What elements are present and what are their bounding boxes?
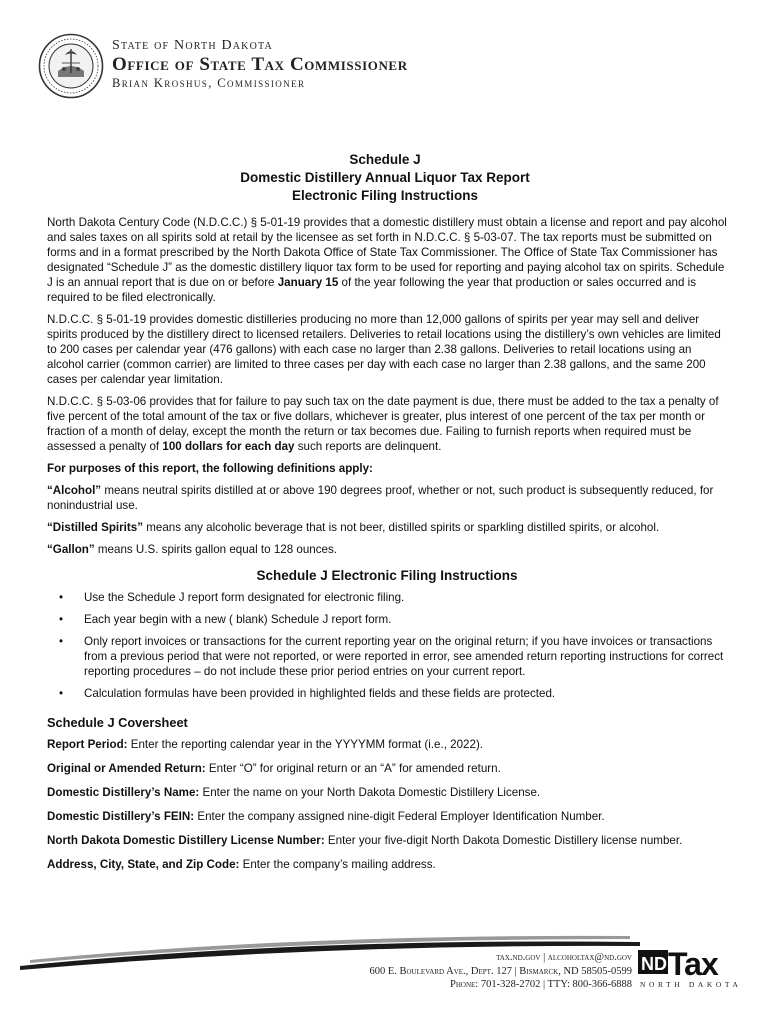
- paragraph-statute: North Dakota Century Code (N.D.C.C.) § 5-01-19 provides that a domestic distillery must obtain a license and report and pay alcohol and sales taxes on all spirits sold at retail by the licensee as set forth in N.D.C.C. § 5-03-07. The tax reports must be submitted on forms and in a format prescribed by the North Dakota Office of State Tax Commissioner. The Office of State Tax Commissioner has designated “Schedule J” as the domestic distillery liquor tax form to be used for reporting and paying alcohol tax on spirits. Schedule J is an annual report that is due on or before January 15 of the year following the year that production or sales occurred and is required to be filed electronically.: [47, 216, 727, 304]
- definition-distilled-spirits: “Distilled Spirits” means any alcoholic beverage that is not beer, distilled spirits or sparkling distilled spirits, or alcohol.: [47, 521, 660, 534]
- instructions-list: [47, 590, 727, 701]
- coversheet-title: Schedule J Coversheet: [47, 715, 188, 730]
- paragraph-penalty: N.D.C.C. § 5-03-06 provides that for failure to pay such tax on the date payment is due, there must be added to the tax a penalty of five percent of the total amount of the tax or five dollars, whichever is greater, plus interest of one percent of the tax per month or fraction of a month of delay, except the month the return or tax becomes due. Failing to furnish reports when required must be assessed a penalty of 100 dollars for each day such reports are delinquent.: [47, 395, 719, 453]
- list-item: • Only report invoices or transactions for the current reporting year on the original return; if you have invoices or transactions from a previous period that were not reported, or were reported in error, see amended return reporting instructions for correct reporting procedures – do not include these prior period entries on your current report.: [59, 635, 724, 678]
- coversheet-distillery-name: Domestic Distillery’s Name: Enter the name on your North Dakota Domestic Distillery License.: [47, 786, 541, 799]
- list-item: • Calculation formulas have been provided in highlighted fields and these fields are protected.: [59, 687, 556, 700]
- document-body: [47, 215, 727, 881]
- logo-nd: ND: [641, 954, 667, 974]
- contact-address: 600 E. Boulevard Ave., Dept. 127 | Bismarck, ND 58505-0599: [369, 965, 632, 977]
- document-title: [0, 151, 770, 205]
- list-item: • Use the Schedule J report form designated for electronic filing.: [59, 591, 405, 604]
- paragraph-deliveries: N.D.C.C. § 5-01-19 provides domestic distilleries producing no more than 12,000 gallons of spirits per year may sell and deliver spirits produced by the distillery direct to licensed retailers. Deliveries to retail locations using the distillery’s own vehicles are limited to 200 cases per calendar year (476 gallons) with each case no larger than 2.38 gallons. Deliveries to retail locations using an alcohol carrier (common carrier) are limited to three cases per day with each case no larger than 2.38 gallons, and the same 200 cases per calendar year limitation.: [47, 313, 721, 386]
- coversheet-fein: Domestic Distillery’s FEIN: Enter the company assigned nine-digit Federal Employer Identification Number.: [47, 810, 605, 823]
- coversheet-license-number: North Dakota Domestic Distillery License Number: Enter your five-digit North Dakota Domestic Distillery license number.: [47, 834, 683, 847]
- instructions-title: Schedule J Electronic Filing Instructions: [256, 568, 518, 583]
- coversheet-return-type: Original or Amended Return: Enter “O” for original return or an “A” for amended return.: [47, 762, 501, 775]
- bullet: •: [59, 613, 64, 626]
- list-item: • Each year begin with a new ( blank) Schedule J report form.: [59, 613, 392, 626]
- definition-gallon: “Gallon” means U.S. spirits gallon equal to 128 ounces.: [47, 543, 337, 556]
- bullet: •: [59, 635, 64, 648]
- title-line-2: Domestic Distillery Annual Liquor Tax Report: [240, 170, 530, 185]
- state-seal-icon: [38, 33, 104, 99]
- nd-tax-logo: [638, 944, 742, 990]
- due-date: January 15: [277, 276, 339, 289]
- state-name: State of North Dakota: [112, 38, 273, 53]
- title-line-1: Schedule J: [349, 152, 421, 167]
- definitions-intro: For purposes of this report, the following definitions apply:: [47, 462, 373, 475]
- logo-subtitle: NORTH DAKOTA: [640, 980, 742, 989]
- coversheet-address: Address, City, State, and Zip Code: Enter the company’s mailing address.: [47, 858, 436, 871]
- logo-tax: Tax: [668, 946, 718, 982]
- title-line-3: Electronic Filing Instructions: [291, 188, 479, 203]
- footer-contact: [369, 951, 632, 992]
- definition-alcohol: “Alcohol” means neutral spirits distilled at or above 190 degrees proof, whether or not, such product is subsequently reduced, for nonindustrial use.: [47, 484, 714, 512]
- contact-web-email: tax.nd.gov | alcoholtax@nd.gov: [496, 952, 632, 963]
- contact-phone: Phone: 701-328-2702 | TTY: 800-366-6888: [450, 979, 632, 991]
- agency-header: [112, 38, 408, 90]
- bullet: •: [59, 687, 64, 700]
- office-name: Office of State Tax Commissioner: [112, 54, 408, 75]
- coversheet-report-period: Report Period: Enter the reporting calendar year in the YYYYMM format (i.e., 2022).: [47, 738, 484, 751]
- commissioner-name: Brian Kroshus, Commissioner: [112, 76, 306, 90]
- bullet: •: [59, 591, 64, 604]
- penalty-amount: 100 dollars for each day: [162, 440, 295, 453]
